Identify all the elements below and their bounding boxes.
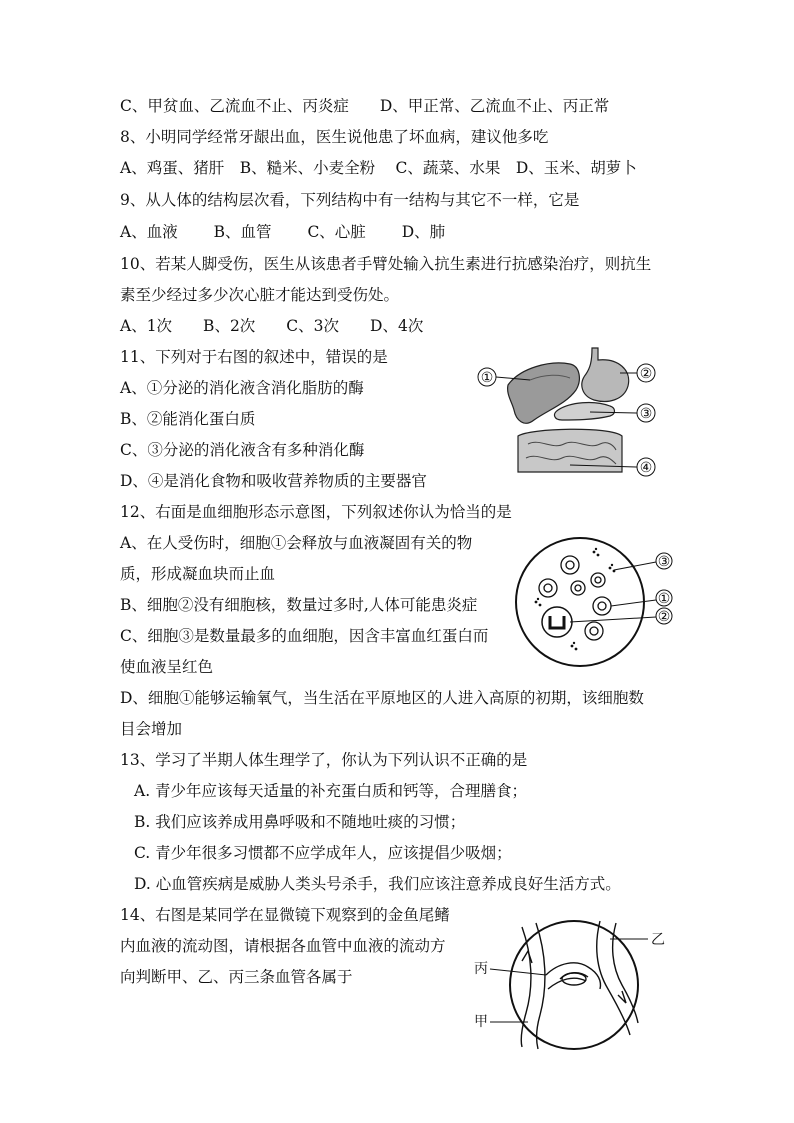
text-line: C、甲贫血、乙流血不止、丙炎症 D、甲正常、乙流血不止、丙正常	[120, 97, 610, 115]
question-11-option-a: A、①分泌的消化液含消化脂肪的酶	[120, 379, 364, 397]
digestive-label-2: ②	[639, 366, 653, 382]
question-13-option-a: A. 青少年应该每天适量的补充蛋白质和钙等，合理膳食；	[134, 782, 528, 800]
blood-label-2: ②	[657, 609, 671, 625]
text-line: 向判断甲、乙、丙三条血管各属于	[120, 968, 353, 986]
digestive-label-3: ③	[639, 406, 653, 422]
text-line: 质，形成凝血块而止血	[120, 565, 276, 583]
vessel-label-bing: 丙	[474, 961, 488, 977]
question-10-options: A、1次 B、2次 C、3次 D、4次	[120, 317, 424, 335]
vessel-label-jia: 甲	[474, 1014, 488, 1030]
digestive-label-4: ④	[639, 460, 653, 476]
question-11-option-b: B、②能消化蛋白质	[120, 410, 256, 428]
question-11-option-c: C、③分泌的消化液含有多种消化酶	[120, 441, 365, 459]
question-14: 14、右图是某同学在显微镜下观察到的金鱼尾鳍	[120, 906, 450, 924]
text-line: 内血液的流动图，请根据各血管中血液的流动方	[120, 937, 446, 955]
question-12: 12、右面是血细胞形态示意图，下列叙述你认为恰当的是	[120, 503, 512, 521]
question-12-option-a: A、在人受伤时，细胞①会释放与血液凝固有关的物	[120, 534, 473, 552]
blood-label-1: ①	[657, 591, 671, 607]
question-11: 11、下列对于右图的叙述中，错误的是	[120, 348, 388, 366]
question-12-option-d: D、细胞①能够运输氧气，当生活在平原地区的人进入高原的初期，该细胞数	[120, 689, 644, 707]
question-12-option-c: C、细胞③是数量最多的血细胞，因含丰富血红蛋白而	[120, 627, 489, 645]
blood-vessel-figure	[470, 905, 680, 1070]
question-13-option-d: D. 心血管疾病是威胁人类头号杀手，我们应该注意养成良好生活方式。	[134, 875, 621, 893]
question-13-option-c: C. 青少年很多习惯都不应学成年人，应该提倡少吸烟；	[134, 844, 512, 862]
question-9: 9、从人体的结构层次看，下列结构中有一结构与其它不一样，它是	[120, 191, 580, 209]
text-line: 使血液呈红色	[120, 658, 214, 676]
question-13-option-b: B. 我们应该养成用鼻呼吸和不随地吐痰的习惯；	[134, 813, 466, 831]
digestive-label-1: ①	[480, 370, 494, 386]
question-9-options: A、血液 B、血管 C、心脏 D、肺	[120, 223, 446, 241]
digestive-system-figure	[470, 340, 670, 480]
question-8-options: A、鸡蛋、猪肝 B、糙米、小麦全粉 C、蔬菜、水果 D、玉米、胡萝卜	[120, 159, 637, 177]
vessel-label-yi: 乙	[651, 932, 665, 948]
blood-label-3: ③	[657, 554, 671, 570]
question-8: 8、小明同学经常牙龈出血，医生说他患了坏血病，建议他多吃	[120, 128, 549, 146]
question-10: 10、若某人脚受伤，医生从该患者手臂处输入抗生素进行抗感染治疗，则抗生	[120, 255, 652, 273]
blood-cells-figure	[510, 530, 680, 680]
question-12-option-b: B、细胞②没有细胞核，数量过多时,人体可能患炎症	[120, 596, 478, 614]
text-line: 素至少经过多少次心脏才能达到受伤处。	[120, 286, 400, 304]
text-line: 目会增加	[120, 720, 183, 738]
question-11-option-d: D、④是消化食物和吸收营养物质的主要器官	[120, 472, 427, 490]
question-13: 13、学习了半期人体生理学了，你认为下列认识不正确的是	[120, 751, 528, 769]
